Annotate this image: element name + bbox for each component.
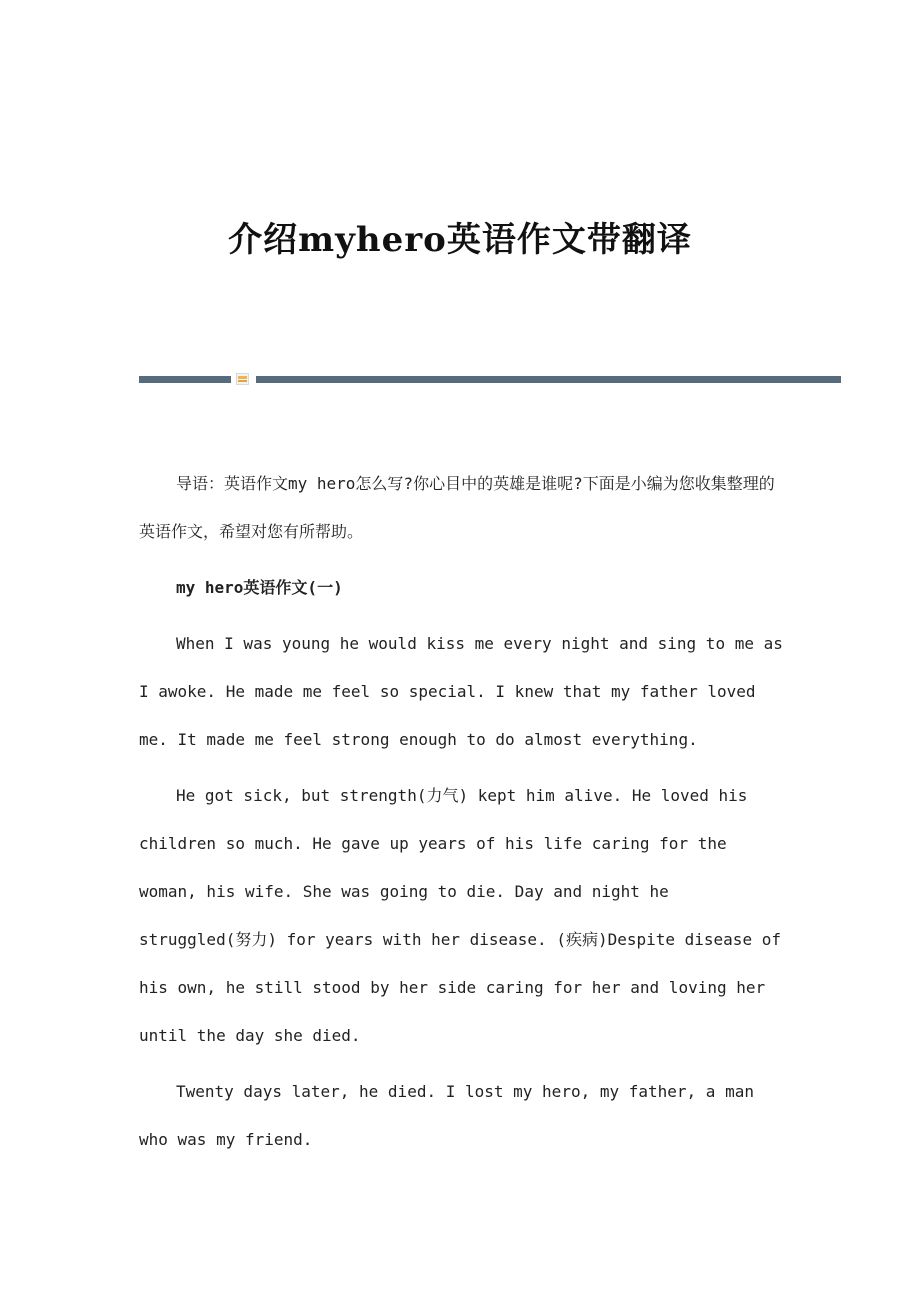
body-paragraph-3: Twenty days later, he died. I lost my hero, my father, a man who was my friend. bbox=[139, 1082, 754, 1149]
intro-paragraph: 导语：英语作文my hero怎么写?你心目中的英雄是谁呢?下面是小编为您收集整理的英语作文，希望对您有所帮助。 bbox=[139, 474, 775, 541]
page-title: 介绍myhero英语作文带翻译 bbox=[228, 220, 692, 260]
divider-bar-right bbox=[256, 376, 841, 383]
body-paragraph-1: When I was young he would kiss me every night and sing to me as I awoke. He made me feel so special. I knew that my father loved me. It made me feel strong enough to do almost everything. bbox=[139, 634, 783, 749]
section-heading: my hero英语作文(一) bbox=[176, 578, 343, 597]
divider-emblem-icon bbox=[236, 373, 249, 385]
title-divider bbox=[139, 375, 841, 385]
document-body bbox=[139, 460, 784, 1172]
divider-bar-left bbox=[139, 376, 231, 383]
body-paragraph-2: He got sick, but strength(力气) kept him alive. He loved his children so much. He gave up years of his life caring for the woman, his wife. She was going to die. Day and night he struggled(努力) for years with her disease. (疾病)Despite disease of his own, he still stood by her side caring for her and loving her until the day she died. bbox=[139, 786, 781, 1045]
